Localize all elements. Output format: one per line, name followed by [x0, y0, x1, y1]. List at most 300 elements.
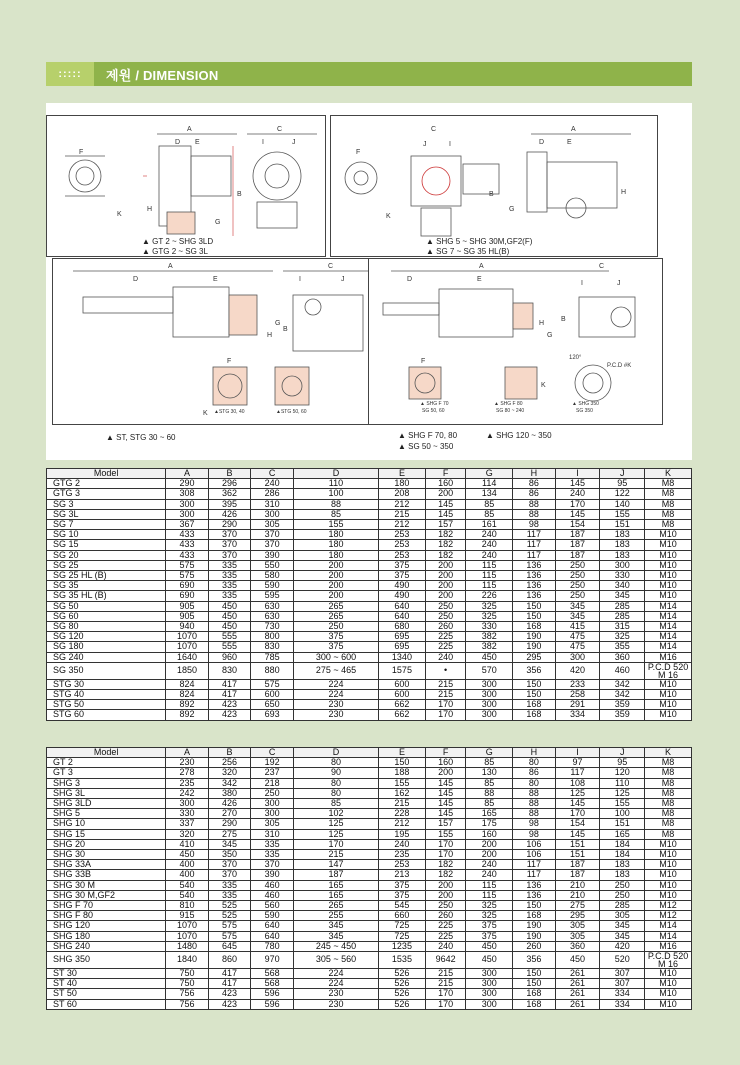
- value-cell: 117: [513, 870, 556, 880]
- value-cell: 125: [293, 829, 378, 839]
- model-cell: SHG 120: [47, 921, 166, 931]
- value-cell: 182: [425, 870, 465, 880]
- value-cell: 640: [251, 931, 294, 941]
- value-cell: 147: [293, 860, 378, 870]
- value-cell: 150: [513, 690, 556, 700]
- value-cell: 400: [166, 860, 209, 870]
- value-cell: 145: [425, 809, 465, 819]
- value-cell: 334: [555, 710, 600, 720]
- value-cell: 261: [555, 989, 600, 999]
- value-cell: 320: [208, 768, 251, 778]
- value-cell: 240: [466, 540, 513, 550]
- value-cell: 345: [208, 839, 251, 849]
- value-cell: M8: [645, 778, 692, 788]
- value-cell: 285: [600, 611, 645, 621]
- value-cell: 102: [293, 809, 378, 819]
- value-cell: 265: [293, 901, 378, 911]
- table-row: [47, 662, 692, 679]
- column-header: E: [379, 748, 426, 758]
- model-cell: SHG 10: [47, 819, 166, 829]
- value-cell: 86: [513, 479, 556, 489]
- value-cell: 305: [555, 921, 600, 931]
- column-header: H: [513, 469, 556, 479]
- model-cell: SG 180: [47, 642, 166, 652]
- value-cell: 417: [208, 679, 251, 689]
- dim-label: B: [561, 316, 566, 323]
- value-cell: 145: [425, 499, 465, 509]
- table-row: [47, 870, 692, 880]
- value-cell: 145: [425, 799, 465, 809]
- model-cell: SHG 350: [47, 952, 166, 969]
- value-cell: 662: [379, 710, 426, 720]
- value-cell: 295: [513, 652, 556, 662]
- value-cell: M14: [645, 921, 692, 931]
- table-row: [47, 788, 692, 798]
- value-cell: 255: [293, 911, 378, 921]
- value-cell: 265: [293, 611, 378, 621]
- value-cell: 568: [251, 979, 294, 989]
- value-cell: 307: [600, 979, 645, 989]
- value-cell: 117: [555, 768, 600, 778]
- value-cell: 296: [208, 479, 251, 489]
- value-cell: 1480: [166, 941, 209, 951]
- value-cell: 170: [555, 499, 600, 509]
- value-cell: 415: [555, 622, 600, 632]
- model-cell: GT 2: [47, 758, 166, 768]
- value-cell: 115: [466, 581, 513, 591]
- dim-label: H: [267, 332, 273, 339]
- table-row: [47, 969, 692, 979]
- value-cell: 190: [513, 921, 556, 931]
- value-cell: M10: [645, 710, 692, 720]
- table-row: [47, 941, 692, 951]
- value-cell: 225: [425, 642, 465, 652]
- value-cell: 160: [425, 758, 465, 768]
- value-cell: 300: [466, 989, 513, 999]
- value-cell: 540: [166, 890, 209, 900]
- value-cell: 335: [208, 591, 251, 601]
- value-cell: 240: [425, 941, 465, 951]
- value-cell: 370: [251, 540, 294, 550]
- caption-shg120: ▲ SHG 120 ~ 350: [486, 431, 552, 440]
- model-cell: SG 120: [47, 632, 166, 642]
- value-cell: M10: [645, 690, 692, 700]
- model-cell: SHG 33A: [47, 860, 166, 870]
- burner-drawing-st30: [53, 259, 413, 424]
- value-cell: 230: [293, 999, 378, 1009]
- model-cell: SHG 5: [47, 809, 166, 819]
- value-cell: 355: [600, 642, 645, 652]
- value-cell: 260: [425, 911, 465, 921]
- value-cell: 213: [379, 870, 426, 880]
- value-cell: 450: [555, 952, 600, 969]
- value-cell: 183: [600, 860, 645, 870]
- dim-label: A: [187, 126, 192, 133]
- value-cell: 359: [600, 710, 645, 720]
- value-cell: 640: [251, 921, 294, 931]
- value-cell: 370: [208, 530, 251, 540]
- value-cell: 325: [600, 632, 645, 642]
- dim-label: I: [262, 139, 264, 146]
- section-title: 제원 / DIMENSION: [106, 67, 219, 83]
- value-cell: 375: [293, 632, 378, 642]
- column-header: B: [208, 469, 251, 479]
- value-cell: 295: [555, 911, 600, 921]
- value-cell: 182: [425, 540, 465, 550]
- value-cell: 145: [425, 788, 465, 798]
- value-cell: 350: [208, 850, 251, 860]
- value-cell: 590: [251, 911, 294, 921]
- dim-label: I: [449, 141, 451, 148]
- value-cell: 382: [466, 632, 513, 642]
- dim-label: G: [275, 320, 281, 327]
- value-cell: 596: [251, 989, 294, 999]
- value-cell: 337: [166, 819, 209, 829]
- value-cell: 345: [555, 611, 600, 621]
- value-cell: 212: [379, 819, 426, 829]
- table-row: [47, 489, 692, 499]
- value-cell: 165: [293, 880, 378, 890]
- dim-label: P.C.D #K: [607, 363, 632, 369]
- burner-drawing-shgf70: [369, 259, 662, 424]
- dim-label: F: [421, 358, 426, 365]
- drawing-panel-shg5: [330, 115, 658, 257]
- caption-sg7: ▲ SG 7 ~ SG 35 HL(B): [426, 247, 510, 256]
- value-cell: 151: [555, 839, 600, 849]
- value-cell: 1640: [166, 652, 209, 662]
- value-cell: 1340: [379, 652, 426, 662]
- value-cell: 375: [379, 890, 426, 900]
- value-cell: 300: [600, 560, 645, 570]
- value-cell: 110: [293, 479, 378, 489]
- value-cell: 117: [513, 860, 556, 870]
- value-cell: 380: [208, 788, 251, 798]
- table-row: [47, 581, 692, 591]
- table-row: [47, 921, 692, 931]
- dim-label: K: [117, 211, 122, 218]
- model-cell: SG 7: [47, 520, 166, 530]
- value-cell: 170: [425, 989, 465, 999]
- value-cell: 400: [166, 870, 209, 880]
- value-cell: 130: [466, 768, 513, 778]
- table-row: [47, 768, 692, 778]
- value-cell: 830: [208, 662, 251, 679]
- value-cell: 145: [555, 829, 600, 839]
- value-cell: 253: [379, 530, 426, 540]
- value-cell: M8: [645, 819, 692, 829]
- value-cell: 730: [251, 622, 294, 632]
- value-cell: 330: [166, 809, 209, 819]
- value-cell: 150: [513, 611, 556, 621]
- value-cell: M14: [645, 622, 692, 632]
- value-cell: 151: [600, 819, 645, 829]
- value-cell: 165: [466, 809, 513, 819]
- dim-label: B: [283, 326, 288, 333]
- value-cell: 315: [600, 622, 645, 632]
- value-cell: 460: [251, 890, 294, 900]
- value-cell: 1575: [379, 662, 426, 679]
- value-cell: 305: [555, 931, 600, 941]
- column-header: A: [166, 748, 209, 758]
- value-cell: 233: [555, 679, 600, 689]
- value-cell: 200: [293, 571, 378, 581]
- table-row: [47, 890, 692, 900]
- value-cell: 1535: [379, 952, 426, 969]
- value-cell: 590: [251, 581, 294, 591]
- value-cell: 300: [466, 969, 513, 979]
- value-cell: 187: [555, 550, 600, 560]
- value-cell: 117: [513, 550, 556, 560]
- value-cell: 334: [600, 999, 645, 1009]
- sub-caption-shg350: ▲ SHG 350: [572, 401, 599, 407]
- value-cell: 340: [600, 581, 645, 591]
- burner-drawing-gt2: [47, 116, 325, 256]
- value-cell: 970: [251, 952, 294, 969]
- value-cell: 250: [251, 788, 294, 798]
- value-cell: 168: [513, 622, 556, 632]
- dim-label: I: [581, 280, 583, 287]
- value-cell: 345: [600, 591, 645, 601]
- value-cell: M10: [645, 581, 692, 591]
- model-cell: SG 350: [47, 662, 166, 679]
- value-cell: M10: [645, 860, 692, 870]
- dim-label: B: [489, 191, 494, 198]
- table-row: [47, 778, 692, 788]
- model-cell: SHG 15: [47, 829, 166, 839]
- drawing-panel-shgf70: [368, 258, 663, 425]
- caption-shg5: ▲ SHG 5 ~ SHG 30M,GF2(F): [426, 237, 533, 246]
- caption-gt2: ▲ GT 2 ~ SHG 3LD: [142, 237, 214, 246]
- value-cell: 375: [466, 921, 513, 931]
- value-cell: 423: [208, 700, 251, 710]
- value-cell: 345: [600, 921, 645, 931]
- model-cell: SG 10: [47, 530, 166, 540]
- value-cell: 756: [166, 999, 209, 1009]
- value-cell: 261: [555, 979, 600, 989]
- dim-label: J: [617, 280, 621, 287]
- dim-label: J: [292, 139, 296, 146]
- value-cell: M10: [645, 679, 692, 689]
- value-cell: 187: [555, 870, 600, 880]
- value-cell: 905: [166, 601, 209, 611]
- value-cell: M8: [645, 520, 692, 530]
- value-cell: 356: [513, 662, 556, 679]
- model-cell: SG 35 HL (B): [47, 591, 166, 601]
- value-cell: 300: [466, 710, 513, 720]
- value-cell: 308: [166, 489, 209, 499]
- value-cell: 300: [466, 690, 513, 700]
- table-row: [47, 911, 692, 921]
- value-cell: 155: [425, 829, 465, 839]
- value-cell: 225: [425, 632, 465, 642]
- value-cell: M8: [645, 799, 692, 809]
- value-cell: 423: [208, 989, 251, 999]
- value-cell: 88: [513, 788, 556, 798]
- value-cell: 645: [208, 941, 251, 951]
- table-row: [47, 952, 692, 969]
- column-header: G: [466, 748, 513, 758]
- value-cell: 290: [208, 520, 251, 530]
- column-header: C: [251, 748, 294, 758]
- value-cell: 305 ~ 560: [293, 952, 378, 969]
- dim-label: A: [479, 263, 484, 270]
- value-cell: 750: [166, 979, 209, 989]
- value-cell: 170: [425, 999, 465, 1009]
- value-cell: 334: [600, 989, 645, 999]
- value-cell: 830: [251, 642, 294, 652]
- dim-label: C: [277, 126, 283, 133]
- model-cell: SHG 3: [47, 778, 166, 788]
- value-cell: 134: [466, 489, 513, 499]
- value-cell: M10: [645, 989, 692, 999]
- value-cell: 215: [425, 969, 465, 979]
- value-cell: 640: [379, 611, 426, 621]
- value-cell: 200: [425, 768, 465, 778]
- value-cell: 450: [208, 611, 251, 621]
- value-cell: 382: [466, 642, 513, 652]
- value-cell: 275: [555, 901, 600, 911]
- dim-label: D: [133, 276, 139, 283]
- value-cell: 168: [513, 710, 556, 720]
- table-row: [47, 520, 692, 530]
- value-cell: 151: [600, 520, 645, 530]
- value-cell: 200: [293, 560, 378, 570]
- value-cell: 85: [293, 509, 378, 519]
- dim-label: F: [227, 358, 232, 365]
- value-cell: 250: [600, 890, 645, 900]
- value-cell: 145: [555, 509, 600, 519]
- column-header: K: [645, 748, 692, 758]
- value-cell: 97: [555, 758, 600, 768]
- value-cell: 525: [208, 911, 251, 921]
- value-cell: 183: [600, 530, 645, 540]
- value-cell: 187: [555, 540, 600, 550]
- table-row: [47, 690, 692, 700]
- dim-label: E: [567, 139, 572, 146]
- value-cell: 85: [466, 758, 513, 768]
- value-cell: M8: [645, 509, 692, 519]
- value-cell: 450: [466, 952, 513, 969]
- value-cell: M10: [645, 571, 692, 581]
- dim-label: H: [621, 189, 627, 196]
- table-row: [47, 799, 692, 809]
- value-cell: 258: [555, 690, 600, 700]
- value-cell: 161: [466, 520, 513, 530]
- drawing-panel-gt2: [46, 115, 326, 257]
- dim-label: A: [571, 126, 576, 133]
- value-cell: 117: [513, 540, 556, 550]
- model-cell: ST 40: [47, 979, 166, 989]
- value-cell: 160: [425, 479, 465, 489]
- value-cell: 120: [600, 768, 645, 778]
- value-cell: 450: [466, 941, 513, 951]
- value-cell: 260: [513, 941, 556, 951]
- value-cell: 362: [208, 489, 251, 499]
- model-cell: GTG 3: [47, 489, 166, 499]
- value-cell: 450: [166, 850, 209, 860]
- model-cell: SG 35: [47, 581, 166, 591]
- value-cell: 450: [466, 652, 513, 662]
- value-cell: 170: [293, 839, 378, 849]
- value-cell: 568: [251, 969, 294, 979]
- value-cell: 200: [425, 560, 465, 570]
- table-row: [47, 989, 692, 999]
- value-cell: 423: [208, 710, 251, 720]
- value-cell: 125: [600, 788, 645, 798]
- value-cell: 892: [166, 710, 209, 720]
- value-cell: M8: [645, 788, 692, 798]
- value-cell: 150: [513, 601, 556, 611]
- value-cell: 915: [166, 911, 209, 921]
- column-header: Model: [47, 469, 166, 479]
- column-header: Model: [47, 748, 166, 758]
- value-cell: 330: [466, 622, 513, 632]
- value-cell: 526: [379, 979, 426, 989]
- value-cell: M10: [645, 591, 692, 601]
- value-cell: M10: [645, 850, 692, 860]
- value-cell: 278: [166, 768, 209, 778]
- header-dots-icon: :::::: [46, 62, 94, 86]
- model-cell: ST 50: [47, 989, 166, 999]
- value-cell: 80: [513, 758, 556, 768]
- dim-label: D: [407, 276, 413, 283]
- value-cell: 80: [293, 788, 378, 798]
- model-cell: SG 20: [47, 550, 166, 560]
- value-cell: 880: [251, 662, 294, 679]
- value-cell: 250: [555, 591, 600, 601]
- value-cell: 390: [251, 550, 294, 560]
- value-cell: 212: [379, 520, 426, 530]
- value-cell: M8: [645, 489, 692, 499]
- dim-label: J: [341, 276, 345, 283]
- value-cell: 410: [166, 839, 209, 849]
- value-cell: 88: [513, 509, 556, 519]
- value-cell: 98: [513, 819, 556, 829]
- value-cell: 145: [425, 778, 465, 788]
- value-cell: 860: [208, 952, 251, 969]
- table-row: [47, 611, 692, 621]
- value-cell: 475: [555, 632, 600, 642]
- dim-label: D: [175, 139, 181, 146]
- model-cell: SG 240: [47, 652, 166, 662]
- value-cell: 215: [379, 509, 426, 519]
- value-cell: 215: [425, 690, 465, 700]
- dim-label: 120°: [569, 355, 582, 361]
- value-cell: 291: [555, 700, 600, 710]
- value-cell: 95: [600, 758, 645, 768]
- table-row: [47, 632, 692, 642]
- value-cell: 375: [466, 931, 513, 941]
- value-cell: 650: [251, 700, 294, 710]
- value-cell: M14: [645, 601, 692, 611]
- value-cell: 450: [208, 601, 251, 611]
- value-cell: M10: [645, 969, 692, 979]
- value-cell: 180: [293, 550, 378, 560]
- value-cell: M14: [645, 931, 692, 941]
- value-cell: 122: [600, 489, 645, 499]
- table-row: [47, 642, 692, 652]
- value-cell: 370: [208, 550, 251, 560]
- sub-caption-sg50: SG 50, 60: [422, 408, 445, 414]
- value-cell: M10: [645, 839, 692, 849]
- value-cell: 1070: [166, 632, 209, 642]
- column-header: J: [600, 748, 645, 758]
- value-cell: 237: [251, 768, 294, 778]
- value-cell: 575: [208, 931, 251, 941]
- model-cell: GT 3: [47, 768, 166, 778]
- value-cell: 300: [466, 999, 513, 1009]
- value-cell: 98: [513, 520, 556, 530]
